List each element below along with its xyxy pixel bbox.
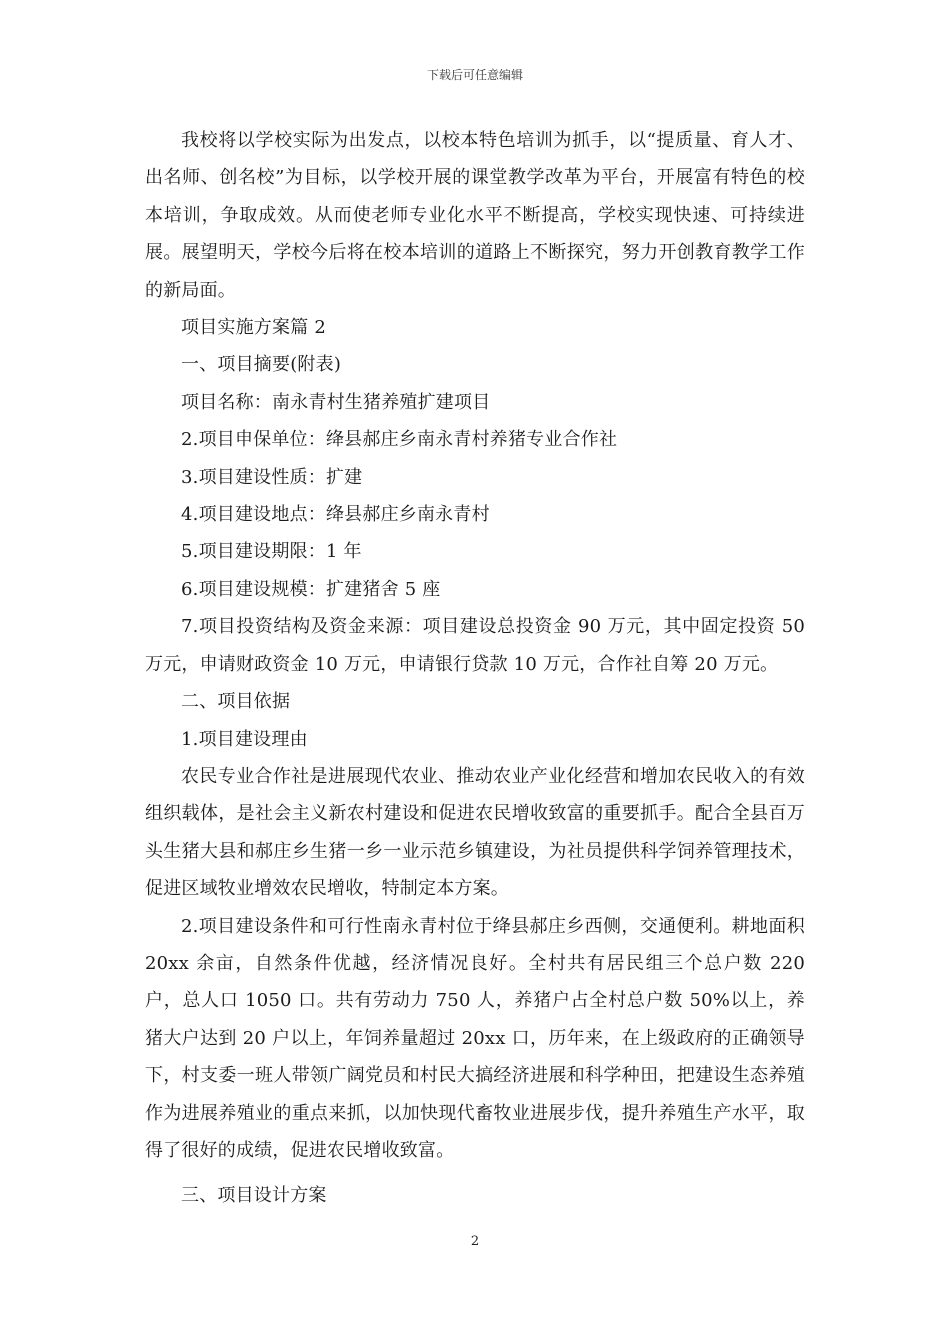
paragraph-conditions-feasibility: 2.项目建设条件和可行性南永青村位于绛县郝庄乡西侧，交通便利。耕地面积 20xx 余亩，自然条件优越，经济情况良好。全村共有居民组三个总户数 220 户，总人口 1050 口。共有劳动力 750 人，养猪户占全村总户数 50%以上，养猪大户达到 20 户以上，年饲养量超过 20xx 口，历年来，在上级政府的正确领导下，村支委一班人带领广阔党员和村民大搞经济进展和科学种田，把建设生态养殖作为进展养殖业的重点来抓，以加快现代畜牧业进展步伐，提升养殖生产水平，取得了很好的成绩，促进农民增收致富。 bbox=[145, 915, 805, 1161]
item-project-name: 项目名称：南永青村生猪养殖扩建项目 bbox=[181, 391, 491, 413]
item-construction-period: 5.项目建设期限：1 年 bbox=[181, 541, 362, 563]
heading-project-design: 三、项目设计方案 bbox=[181, 1185, 327, 1207]
item-construction-scale: 6.项目建设规模：扩建猪舍 5 座 bbox=[181, 578, 441, 600]
paragraph-school-training: 我校将以学校实际为出发点，以校本特色培训为抓手，以“提质量、育人才、出名师、创名校”为目标，以学校开展的课堂教学改革为平台，开展富有特色的校本培训，争取成效。从而使老师专业化水平不断提高，学校实现快速、可持续进展。展望明天，学校今后将在校本培训的道路上不断探究，努力开创教育教学工作的新局面。 bbox=[145, 130, 805, 301]
item-sponsor-unit: 2.项目申保单位：绛县郝庄乡南永青村养猪专业合作社 bbox=[181, 429, 618, 451]
page-number: 2 bbox=[470, 1234, 480, 1249]
item-construction-site: 4.项目建设地点：绛县郝庄乡南永青村 bbox=[181, 504, 490, 526]
page-header: 下载后可任意编辑 bbox=[426, 68, 523, 82]
item-investment-structure: 7.项目投资结构及资金来源：项目建设总投资金 90 万元，其中固定投资 50 万元，申请财政资金 10 万元，申请银行贷款 10 万元，合作社自筹 20 万元。 bbox=[145, 616, 805, 675]
document-body bbox=[145, 122, 805, 1215]
heading-project-summary: 一、项目摘要(附表) bbox=[181, 354, 342, 376]
heading-project-basis: 二、项目依据 bbox=[181, 691, 291, 713]
paragraph-cooperative-reason: 农民专业合作社是进展现代农业、推动农业产业化经营和增加农民收入的有效组织载体，是社会主义新农村建设和促进农民增收致富的重要抓手。配合全县百万头生猪大县和郝庄乡生猪一乡一业示范乡镇建设，为社员提供科学饲养管理技术，促进区域牧业增效农民增收，特制定本方案。 bbox=[145, 765, 805, 900]
item-construction-nature: 3.项目建设性质：扩建 bbox=[181, 466, 363, 488]
section-title-plan-2: 项目实施方案篇 2 bbox=[181, 317, 326, 339]
subheading-construction-reason: 1.项目建设理由 bbox=[181, 728, 308, 750]
